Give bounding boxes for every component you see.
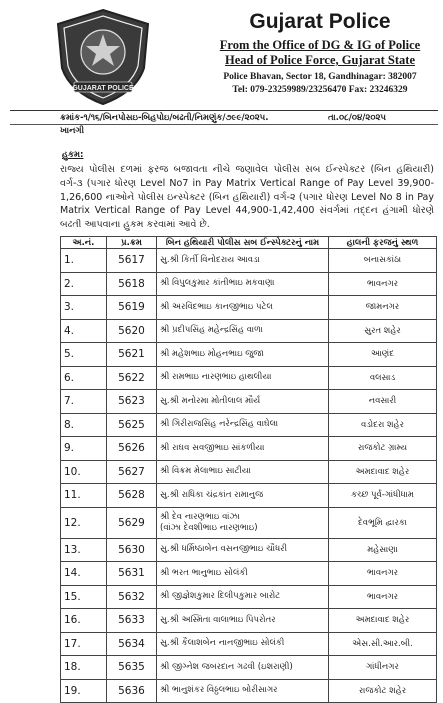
table-row xyxy=(61,296,437,320)
col-header-place: હાલની ફરજનું સ્થળ xyxy=(329,237,437,249)
rank-number-cell: 5632 xyxy=(107,585,157,609)
officer-name-cell xyxy=(157,632,329,656)
organization-name: Gujarat Police xyxy=(249,10,391,33)
posting-place-cell: વડોદરા શહેર xyxy=(329,413,437,437)
table-row xyxy=(61,413,437,437)
posting-place-cell: જામનગર xyxy=(329,296,437,320)
posting-place-cell: બનાસકાંઠા xyxy=(329,249,437,273)
table-row xyxy=(61,437,437,461)
letterhead xyxy=(0,0,443,110)
table-row xyxy=(61,632,437,656)
officer-name: શ્રી જીજ્ઞેશકુમાર દિલીપકુમાર બારોટ xyxy=(160,591,281,602)
rank-number-cell: 5618 xyxy=(107,272,157,296)
posting-place-cell: ગાંધીનગર xyxy=(329,656,437,680)
order-body: રાજ્ય પોલીસ દળમાં ફરજ બજાવતા નીચે જણાવેલ પોલીસ સબ ઈન્સ્પેક્ટર (બિન હથિયારી) વર્ગ-૩ (પગાર ધોરણ Level No7 in Pay Matrix Vertical Range of Pay Level 39,900-1,26,600 નાઓને પોલીસ ઇન્સ્પેક્ટર (બિન હથિયારી) વર્ગ-૨ (પગાર ધોરણ Level No 8 in Pay Matrix Vertical Range of Pay Level 44,900-1,42,400 સંવર્ગમાં તદ્દન હંગામી ધોરણે બઢતી આપવાના હુકમ કરવામાં આવે છે. xyxy=(60,164,434,231)
officer-name: શ્રી પ્રદીપસિંહ મહેન્દ્રસિંહ વાળા xyxy=(160,325,263,336)
serial-cell: 7. xyxy=(61,390,107,414)
posting-place-cell: અમદાવાદ શહેર xyxy=(329,460,437,484)
serial-cell: 15. xyxy=(61,585,107,609)
officer-name-cell xyxy=(157,679,329,703)
rank-number-cell: 5636 xyxy=(107,679,157,703)
rank-number-cell: 5628 xyxy=(107,484,157,508)
police-emblem-icon xyxy=(48,6,158,108)
serial-cell: 5. xyxy=(61,343,107,367)
rank-number-cell: 5635 xyxy=(107,656,157,680)
officer-name: શ્રી ભાનુશંકર વિઠ્ઠલભાઇ બોરીસાગર xyxy=(160,685,278,696)
head-line: Head of Police Force, Gujarat State xyxy=(225,53,415,67)
officer-name: શ્રી જીગ્નેશ જબરદાન ગઢવી (ઇશરાણી) xyxy=(160,661,293,672)
rank-number-cell: 5630 xyxy=(107,538,157,562)
serial-cell: 14. xyxy=(61,562,107,586)
officer-name-cell xyxy=(157,484,329,508)
posting-place-cell: એસ.સી.આર.બી. xyxy=(329,632,437,656)
rank-number-cell: 5627 xyxy=(107,460,157,484)
table-row xyxy=(61,585,437,609)
contact-line: Tel: 079-23259989/23256470 Fax: 23246329 xyxy=(232,85,408,95)
officer-name-cell xyxy=(157,437,329,461)
table-header-row xyxy=(61,237,437,249)
officer-name: સુ.શ્રી મનોરમા મોતીલાલ મૌર્ય xyxy=(160,395,261,406)
table-row xyxy=(61,390,437,414)
serial-cell: 19. xyxy=(61,679,107,703)
posting-place-cell: આણંદ xyxy=(329,343,437,367)
serial-cell: 12. xyxy=(61,507,107,538)
serial-cell: 1. xyxy=(61,249,107,273)
serial-cell: 9. xyxy=(61,437,107,461)
order-date: તા.૦૮/૦૪/૨૦૨૫ xyxy=(328,113,387,123)
posting-place-cell: અમદાવાદ શહેર xyxy=(329,609,437,633)
officer-name: શ્રી વિક્રમ મેલાભાઇ સાટીયા xyxy=(160,466,251,477)
officer-name-cell xyxy=(157,538,329,562)
rank-number-cell: 5622 xyxy=(107,366,157,390)
officer-name-cell xyxy=(157,249,329,273)
rank-number-cell: 5617 xyxy=(107,249,157,273)
table-row xyxy=(61,656,437,680)
officer-name: સુ.શ્રી અસ્મિતા વાલાભાઇ પિપરોતર xyxy=(160,614,276,625)
officer-name-cell xyxy=(157,296,329,320)
officer-name-cell xyxy=(157,460,329,484)
table-row xyxy=(61,249,437,273)
table-row xyxy=(61,538,437,562)
confidential-label: ખાનગી xyxy=(60,126,85,136)
officer-name-cell xyxy=(157,656,329,680)
officer-name: શ્રી વિપુલકુમાર કાંતીભાઇ મકવાણા xyxy=(160,278,275,289)
posting-place-cell: કચ્છ પૂર્વ-ગાંધીધામ xyxy=(329,484,437,508)
officer-name: શ્રી રામભાઇ નારણભાઇ હાથલીયા xyxy=(160,372,272,383)
serial-cell: 17. xyxy=(61,632,107,656)
officer-name-cell xyxy=(157,343,329,367)
officer-name-cell xyxy=(157,609,329,633)
posting-place-cell: રાજકોટ શહેર xyxy=(329,679,437,703)
order-divider xyxy=(10,124,438,125)
serial-cell: 10. xyxy=(61,460,107,484)
officer-name-cell xyxy=(157,507,329,538)
officer-name-cell xyxy=(157,562,329,586)
officer-name: સુ.શ્રી કિર્તી વિનોદરાય આવડા xyxy=(160,254,260,265)
serial-cell: 11. xyxy=(61,484,107,508)
table-row xyxy=(61,460,437,484)
header-divider xyxy=(10,110,438,111)
serial-cell: 13. xyxy=(61,538,107,562)
officer-name-cell xyxy=(157,413,329,437)
rank-number-cell: 5621 xyxy=(107,343,157,367)
posting-place-cell: ભાવનગર xyxy=(329,562,437,586)
officer-name-cell xyxy=(157,585,329,609)
office-line: From the Office of DG & IG of Police xyxy=(219,38,421,52)
table-row xyxy=(61,343,437,367)
officer-name-cell xyxy=(157,319,329,343)
posting-place-cell: દેવભૂમિ દ્વારકા xyxy=(329,507,437,538)
officer-name-cell xyxy=(157,272,329,296)
posting-place-cell: ભાવનગર xyxy=(329,272,437,296)
posting-place-cell: રાજકોટ ગ્રામ્ય xyxy=(329,437,437,461)
table-row xyxy=(61,609,437,633)
posting-place-cell: સુરત શહેર xyxy=(329,319,437,343)
officer-name: શ્રી દેવ નારણભાઇ વાંઝા xyxy=(160,511,240,522)
posting-place-cell: મહેસાણા xyxy=(329,538,437,562)
rank-number-cell: 5631 xyxy=(107,562,157,586)
officer-name: શ્રી મહેશભાઇ મોહનભાઇ જુજા xyxy=(160,348,264,359)
officer-name: શ્રી ભરત ભાનુભાઇ સોલંકી xyxy=(160,567,248,578)
officer-name: સુ.શ્રી ધર્મિષ્ઠાબેન વસનજીભાઇ ચૌધરી xyxy=(160,544,288,555)
rank-number-cell: 5625 xyxy=(107,413,157,437)
rank-number-cell: 5620 xyxy=(107,319,157,343)
table-row xyxy=(61,366,437,390)
rank-number-cell: 5619 xyxy=(107,296,157,320)
col-header-name: બિન હથિયારી પોલીસ સબ ઈન્સ્પેક્ટરનું નામ xyxy=(157,237,329,249)
posting-place-cell: વલસાડ xyxy=(329,366,437,390)
posting-place-cell: નવસારી xyxy=(329,390,437,414)
col-header-rank-no: પ્ર.ક્રમ xyxy=(107,237,157,249)
rank-number-cell: 5633 xyxy=(107,609,157,633)
rank-number-cell: 5623 xyxy=(107,390,157,414)
officer-name: શ્રી રાઘવ સવજીભાઇ સાંકળીયા xyxy=(160,442,265,453)
col-header-serial: અ.નં. xyxy=(61,237,107,249)
officer-name: સુ.શ્રી રાધિકા ચંદ્રકાંત રામાનુજ xyxy=(160,489,264,500)
rank-number-cell: 5629 xyxy=(107,507,157,538)
officer-alias: (વાંઝા દેવશીભાઇ નારણભાઇ) xyxy=(160,522,258,533)
serial-cell: 3. xyxy=(61,296,107,320)
officer-name: શ્રી અરવિંદભાઇ કાનજીભાઇ પટેલ xyxy=(160,301,273,312)
emblem-text: GUJARAT POLICE xyxy=(72,85,134,92)
table-row xyxy=(61,484,437,508)
order-heading: હુકમ: xyxy=(62,150,84,160)
table-row xyxy=(61,507,437,538)
serial-cell: 18. xyxy=(61,656,107,680)
officer-name: શ્રી ગિરીરાજસિંહ નરેન્દ્રસિંહ વાઘેલા xyxy=(160,419,279,430)
table-row xyxy=(61,679,437,703)
table-row xyxy=(61,319,437,343)
officer-name-cell xyxy=(157,366,329,390)
address-line: Police Bhavan, Sector 18, Gandhinagar: 382007 xyxy=(223,72,417,82)
rank-number-cell: 5626 xyxy=(107,437,157,461)
rank-number-cell: 5634 xyxy=(107,632,157,656)
promotion-table xyxy=(60,236,437,703)
letterhead-text xyxy=(200,10,440,97)
serial-cell: 8. xyxy=(61,413,107,437)
table-row xyxy=(61,562,437,586)
officer-name-cell xyxy=(157,390,329,414)
serial-cell: 4. xyxy=(61,319,107,343)
order-number: ક્રમાંક-૧/૧૬/બિનપોસઇ-બિહપોઇ/બઢતી/નિમણુંક/૭૯૯/૨૦૨૫. xyxy=(60,113,269,123)
serial-cell: 16. xyxy=(61,609,107,633)
table-row xyxy=(61,272,437,296)
posting-place-cell: ભાવનગર xyxy=(329,585,437,609)
serial-cell: 2. xyxy=(61,272,107,296)
serial-cell: 6. xyxy=(61,366,107,390)
officer-name: સુ.શ્રી કૈલાશબેન નાનજીભાઇ સોલંકી xyxy=(160,638,285,649)
